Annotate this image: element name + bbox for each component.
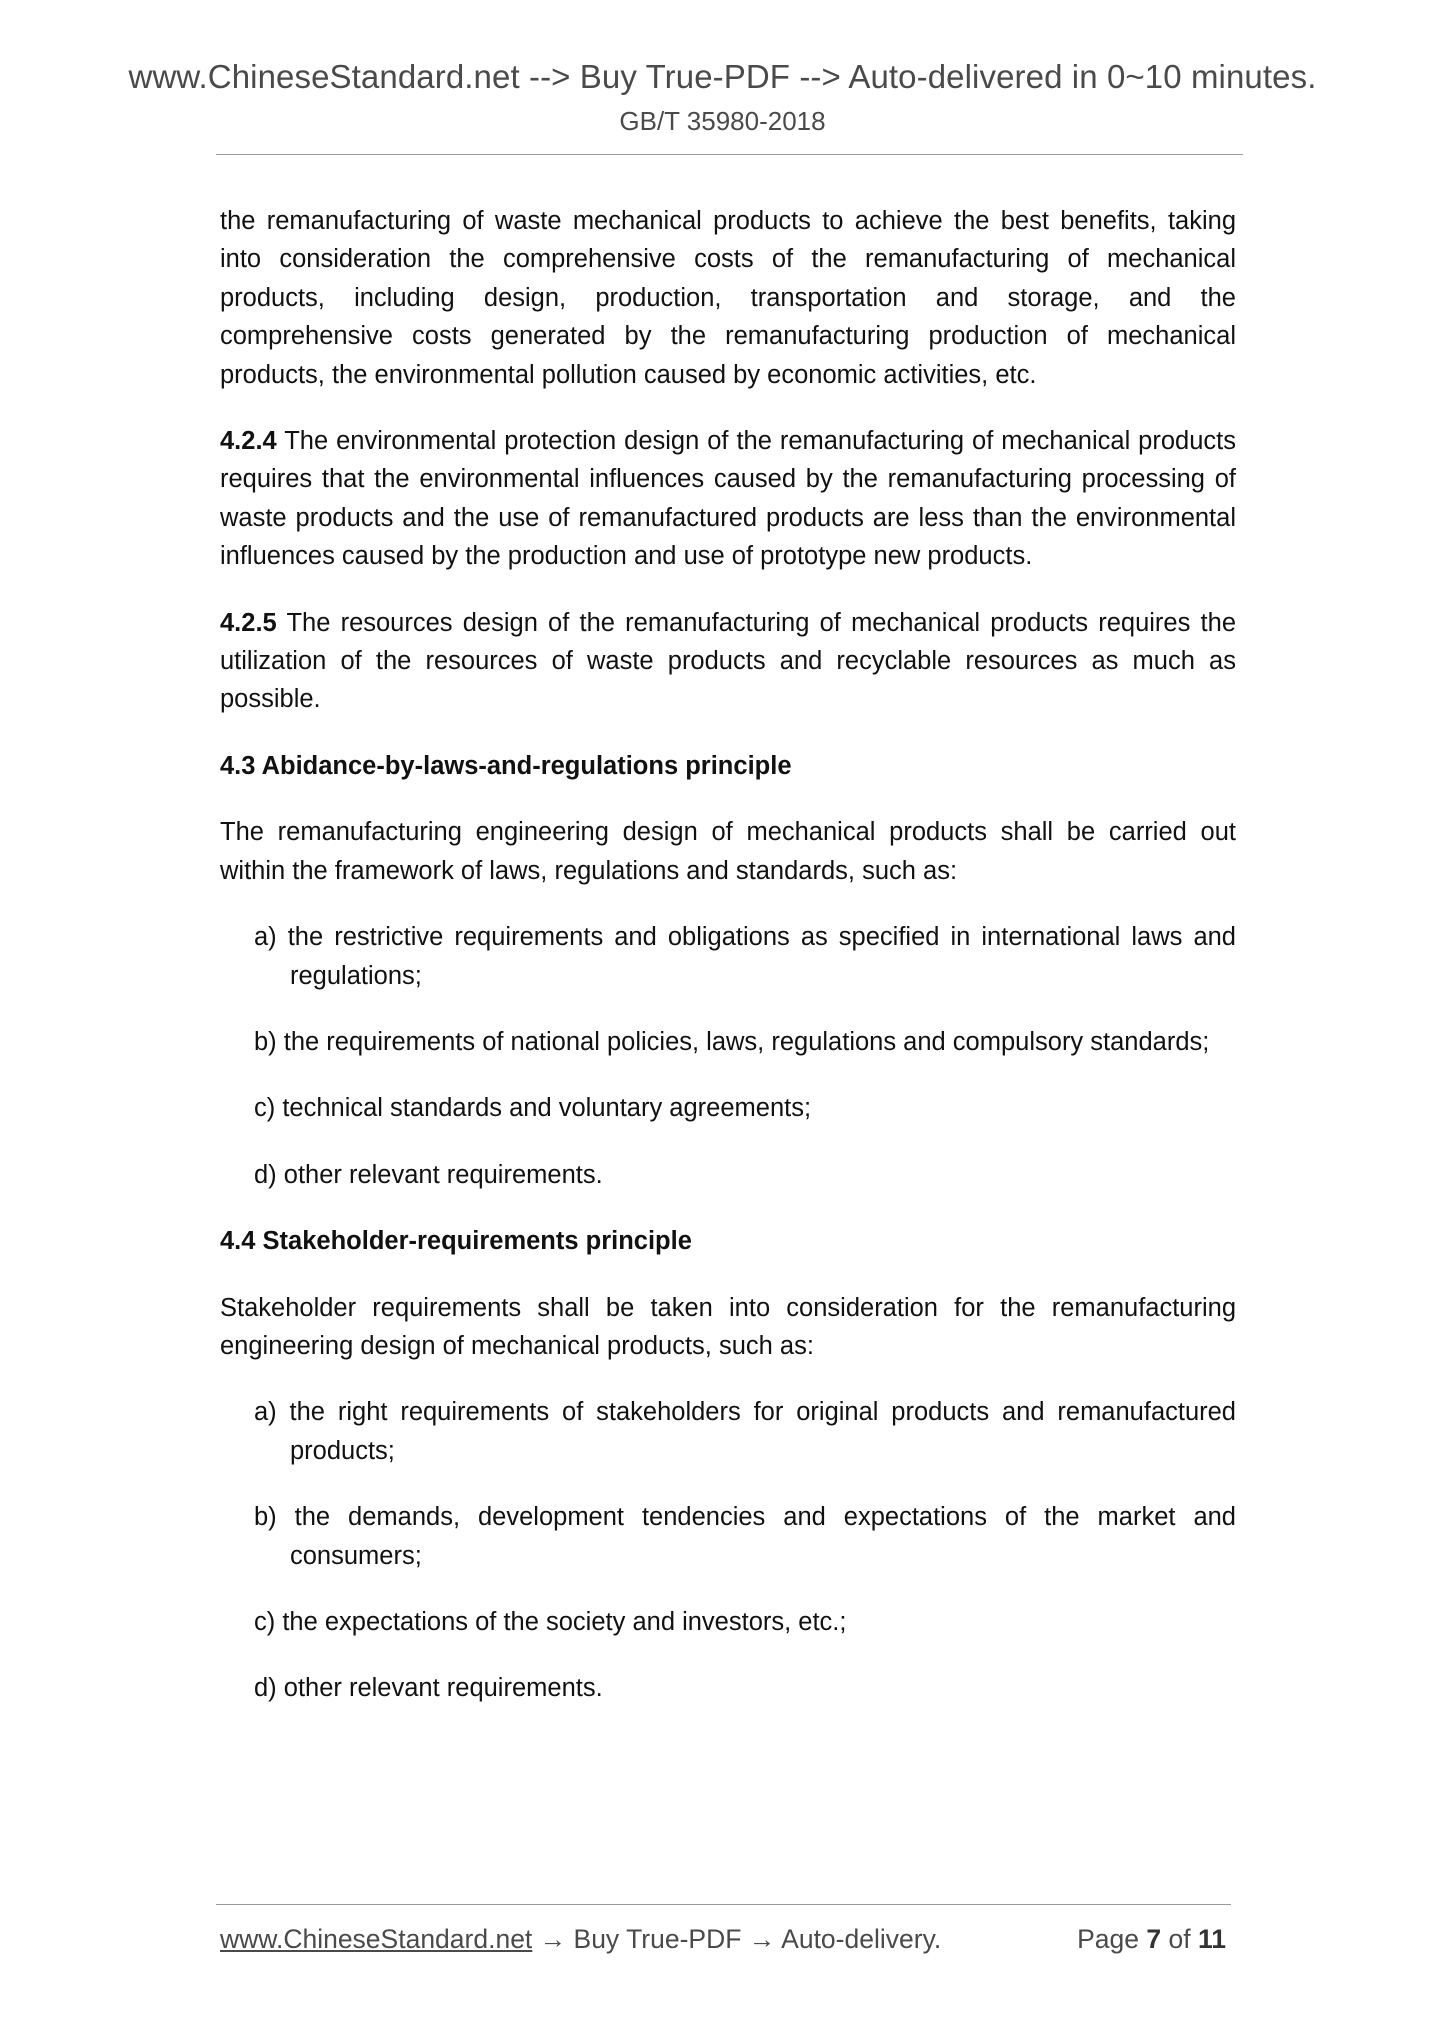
list-item: b) the demands, development tendencies and expectations of the market and consumers; — [254, 1503, 1236, 1570]
clause-number: 4.2.5 — [220, 608, 277, 637]
header-banner: www.ChineseStandard.net --> Buy True-PDF --> Auto-delivered in 0~10 minutes. — [128, 58, 1317, 95]
page-indicator — [1077, 1924, 1226, 1955]
header-divider — [216, 154, 1243, 155]
footer-tagline: → Buy True-PDF → Auto-delivery. — [532, 1924, 942, 1954]
page-footer — [220, 1924, 1232, 1960]
list-item: b) the requirements of national policies, laws, regulations and compulsory standards; — [254, 1027, 1210, 1056]
section-heading-4-3: 4.3 Abidance-by-laws-and-regulations principle — [220, 751, 792, 780]
section-intro-4-4: Stakeholder requirements shall be taken into consideration for the remanufacturing engineering design of mechanical products, such as: — [220, 1293, 1236, 1360]
list-item: a) the restrictive requirements and obligations as specified in international laws and regulations; — [254, 923, 1236, 990]
footer-divider — [216, 1904, 1231, 1905]
footer-left — [220, 1924, 941, 1955]
section-intro-4-3: The remanufacturing engineering design of mechanical products shall be carried out within the framework of laws, regulations and standards, such as: — [220, 818, 1236, 885]
page-total: 11 — [1197, 1924, 1226, 1954]
list-item: a) the right requirements of stakeholders for original products and remanufactured products; — [254, 1398, 1236, 1465]
footer-website-link[interactable]: www.ChineseStandard.net — [220, 1924, 533, 1954]
document-body — [220, 202, 1236, 1708]
list-item: c) technical standards and voluntary agreements; — [254, 1094, 812, 1123]
clause-text: The resources design of the remanufacturing of mechanical products requires the utilization of the resources of waste products and recyclable resources as much as possible. — [220, 608, 1236, 714]
list-item: d) other relevant requirements. — [254, 1674, 603, 1703]
page-label: Page — [1077, 1924, 1139, 1954]
list-item: d) other relevant requirements. — [254, 1160, 603, 1189]
paragraph-continued: the remanufacturing of waste mechanical products to achieve the best benefits, taking into consideration the comprehensive costs of the remanufacturing of mechanical products, including design, production, transportation and storage, and the comprehensive costs generated by the remanufacturing production of mechanical products, the environmental pollution caused by economic activities, etc. — [220, 207, 1236, 389]
clause-text: The environmental protection design of the remanufacturing of mechanical products requires that the environmental influences caused by the remanufacturing processing of waste products and the use of remanufactured products are less than the environmental influences caused by the production and use of prototype new products. — [220, 427, 1236, 571]
clause-number: 4.2.4 — [220, 427, 277, 456]
page-current: 7 — [1146, 1924, 1162, 1954]
clause-4-2-4 — [220, 422, 1236, 576]
of-label: of — [1168, 1924, 1191, 1954]
clause-4-2-5 — [220, 604, 1236, 719]
standard-number: GB/T 35980-2018 — [619, 106, 826, 136]
list-item: c) the expectations of the society and investors, etc.; — [254, 1607, 847, 1636]
section-heading-4-4: 4.4 Stakeholder-requirements principle — [220, 1227, 692, 1256]
